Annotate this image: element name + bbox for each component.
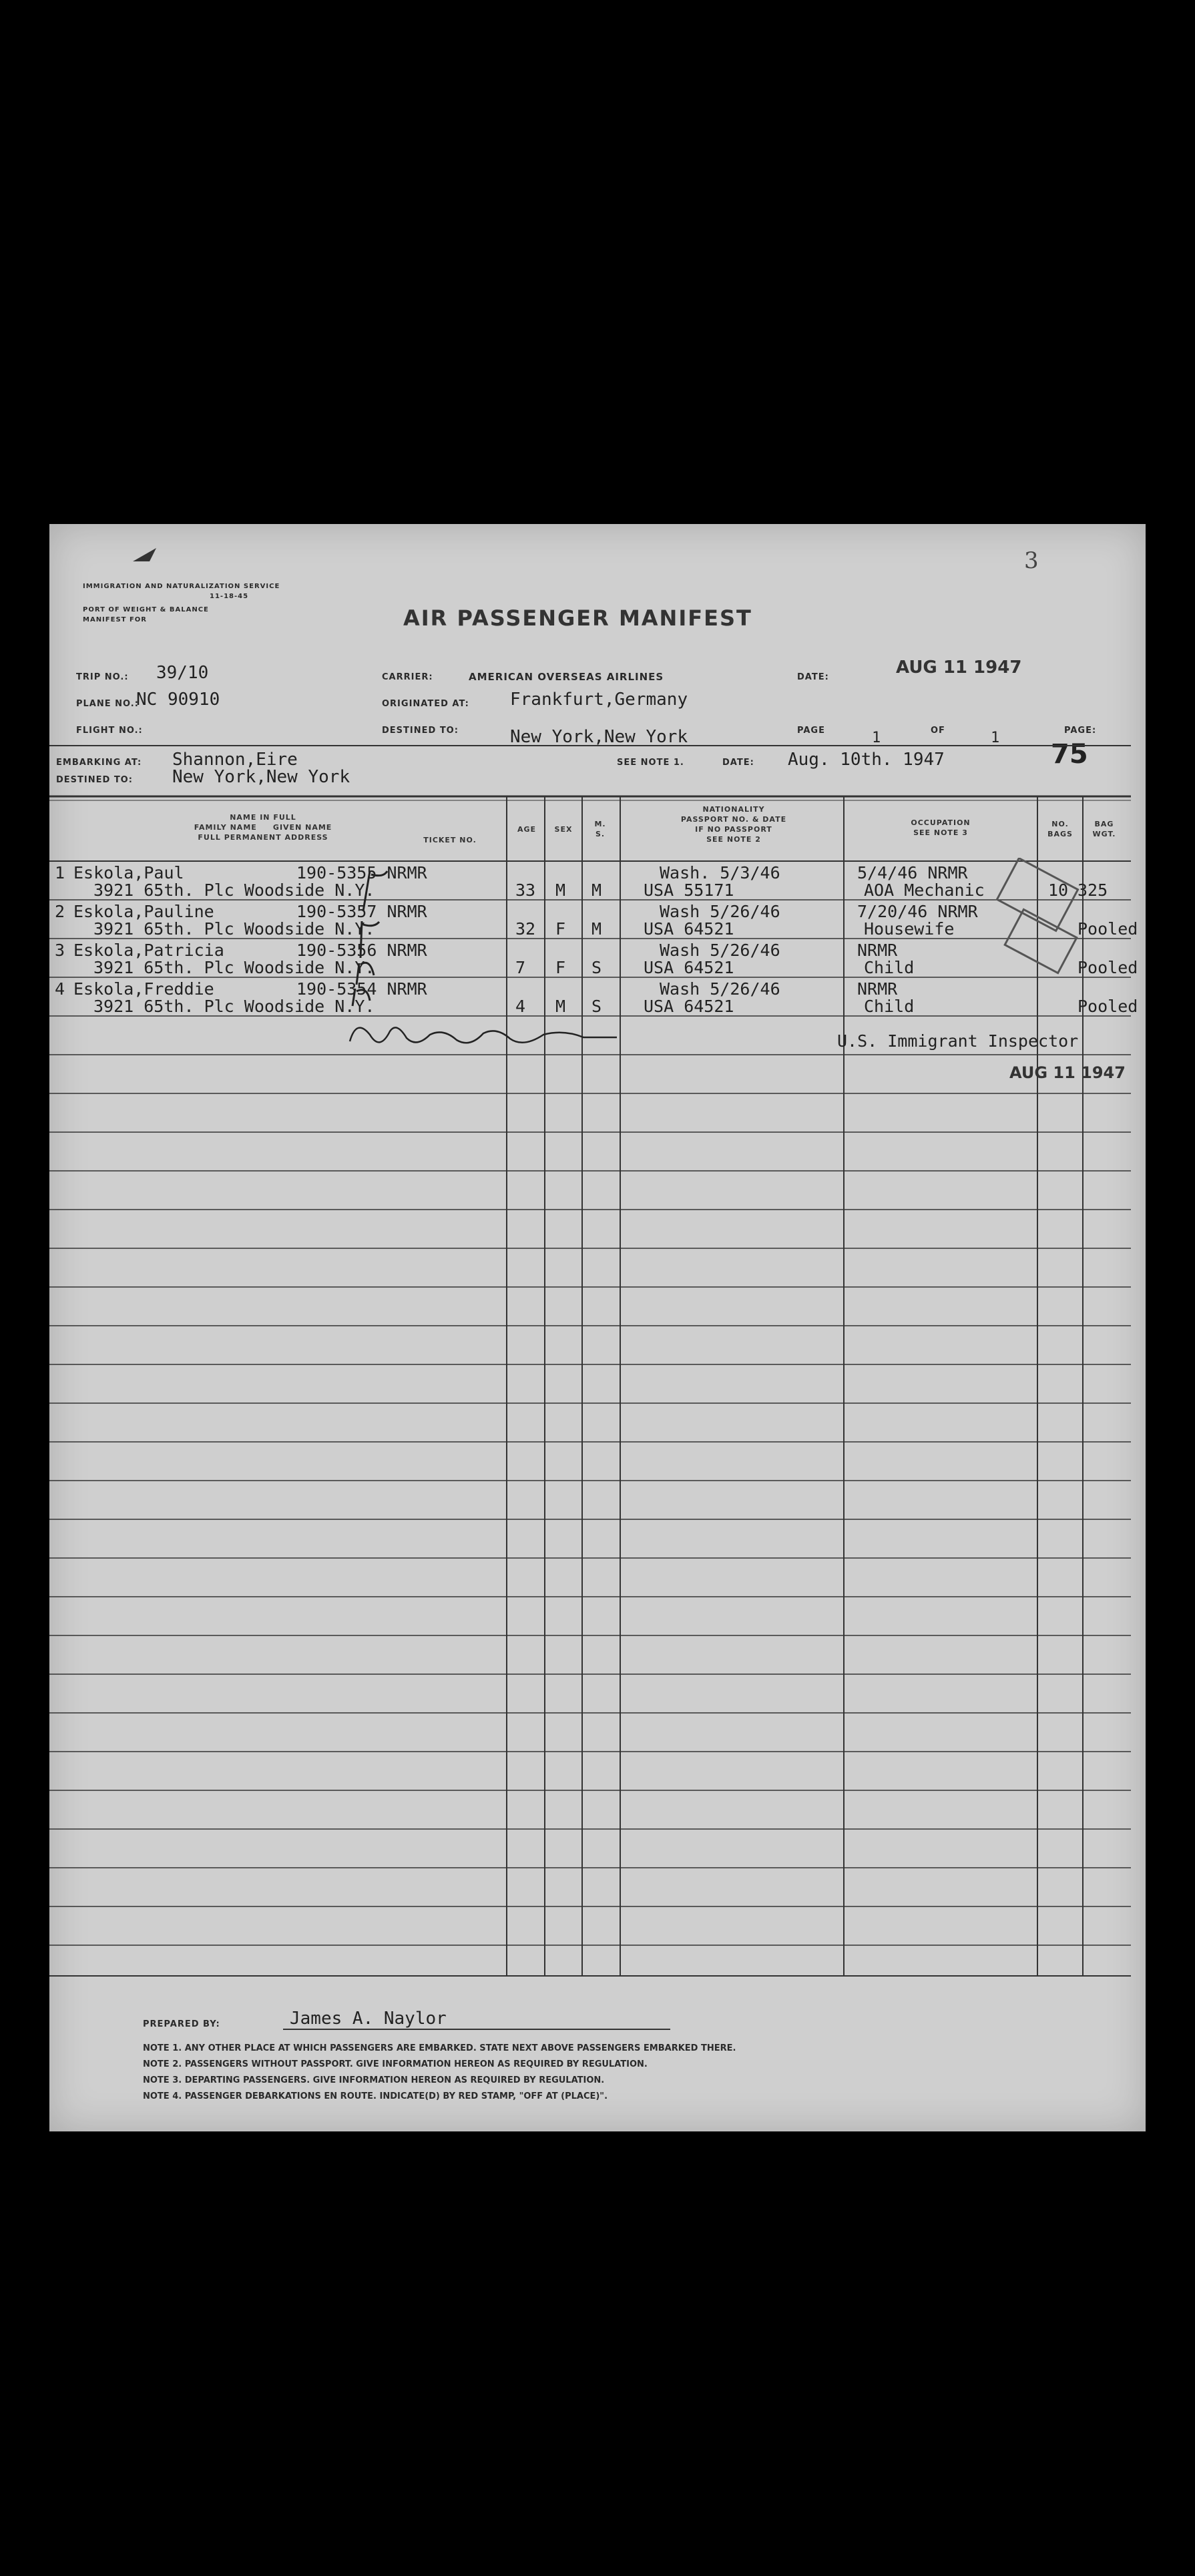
originated-value: Frankfurt,Germany [510, 690, 688, 710]
passport-number: USA 64521 [644, 919, 734, 939]
trip-value: 39/10 [156, 663, 209, 683]
destined-to-label: DESTINED TO: [56, 775, 133, 785]
occupation-date: 7/20/46 NRMR [857, 902, 978, 921]
carrier-label: CARRIER: [382, 672, 433, 682]
bag-weight: Pooled [1078, 997, 1138, 1016]
flight-label: FLIGHT NO.: [76, 726, 143, 736]
occupation: Child [864, 997, 915, 1016]
passenger-name: Eskola,Patricia [73, 941, 224, 960]
occupation-date: NRMR [857, 941, 898, 960]
ref-date-label: DATE: [722, 758, 754, 768]
trip-label: TRIP NO.: [76, 672, 129, 682]
prepared-value: James A. Naylor [290, 2009, 447, 2029]
passport-number: USA 64521 [644, 958, 734, 977]
occupation: Child [864, 958, 915, 977]
passenger-sex: F [555, 958, 566, 977]
prepared-underline [283, 2029, 670, 2030]
destined-value: New York,New York [510, 727, 688, 747]
passenger-name: Eskola,Freddie [73, 979, 214, 999]
date-stamp: AUG 11 1947 [896, 658, 1022, 678]
date-label: DATE: [797, 672, 829, 682]
passport-issue: Wash. 5/3/46 [660, 863, 780, 882]
inspector-signature [343, 1015, 624, 1055]
note-4: NOTE 4. PASSENGER DEBARKATIONS EN ROUTE. INDICATE(D) BY RED STAMP, "OFF AT (PLACE)". [143, 2091, 608, 2101]
originated-label: ORIGINATED AT: [382, 699, 469, 709]
col-passport-header: NATIONALITY PASSPORT NO. & DATE IF NO PASSPORT SEE NOTE 2 [680, 805, 787, 844]
passenger-age: 7 [515, 958, 526, 977]
passport-issue: Wash 5/26/46 [660, 979, 780, 999]
page-number-mark: 3 [1024, 547, 1039, 574]
occupation-date: NRMR [857, 979, 898, 999]
col-ticket-header: TICKET NO. [423, 836, 477, 844]
passenger-address: 3921 65th. Plc Woodside N.Y. [93, 880, 375, 900]
passenger-marital-status: M [591, 919, 602, 939]
passenger-marital-status: S [591, 997, 602, 1016]
manifest-sheet [49, 524, 1146, 2131]
passport-issue: Wash 5/26/46 [660, 941, 780, 960]
bag-weight: Pooled [1078, 958, 1138, 977]
passenger-sex: M [555, 997, 566, 1016]
col-sex-header: SEX [554, 825, 573, 834]
col-bags-header: NO. BAGS [1047, 820, 1073, 838]
form-date: 11-18-45 [210, 593, 249, 600]
destined-to-value: New York,New York [172, 767, 350, 787]
passenger-age: 33 [515, 880, 536, 900]
note-1: NOTE 1. ANY OTHER PLACE AT WHICH PASSENGERS ARE EMBARKED. STATE NEXT ABOVE PASSENGERS EMBARKED THERE. [143, 2043, 736, 2053]
row-number: 4 [55, 979, 65, 999]
manifest-grid [49, 524, 1146, 2131]
note-ref: SEE NOTE 1. [617, 758, 684, 768]
occupation: Housewife [864, 919, 955, 939]
passenger-sex: M [555, 880, 566, 900]
col-age-header: AGE [517, 825, 537, 834]
passenger-age: 32 [515, 919, 536, 939]
inspector-stamp-date: AUG 11 1947 [1009, 1063, 1126, 1082]
inspector-title: U.S. Immigrant Inspector [837, 1031, 1079, 1051]
bag-count: 10 [1048, 880, 1069, 900]
ticket-number: 190-5356 NRMR [296, 941, 427, 960]
carrier-value: AMERICAN OVERSEAS AIRLINES [469, 671, 664, 683]
passenger-address: 3921 65th. Plc Woodside N.Y. [93, 997, 375, 1016]
port-line: PORT OF WEIGHT & BALANCE [83, 606, 209, 613]
page-value: 1 [872, 730, 881, 746]
passport-issue: Wash 5/26/46 [660, 902, 780, 921]
col-ms-header: M. S. [594, 820, 606, 838]
ref-date-value: Aug. 10th. 1947 [788, 750, 945, 770]
prepared-label: PREPARED BY: [143, 2019, 220, 2029]
passenger-address: 3921 65th. Plc Woodside N.Y. [93, 958, 375, 977]
col-occupation-header: OCCUPATION SEE NOTE 3 [911, 818, 971, 837]
col-weight-header: BAG WGT. [1092, 820, 1116, 838]
page-of-value: 1 [991, 730, 1000, 746]
passenger-marital-status: S [591, 958, 602, 977]
plane-value: NC 90910 [136, 690, 220, 710]
occupation-date: 5/4/46 NRMR [857, 863, 968, 882]
passenger-sex: F [555, 919, 566, 939]
page-of-label: OF [931, 726, 945, 736]
passenger-marital-status: M [591, 880, 602, 900]
embarking-label: EMBARKING AT: [56, 758, 142, 768]
passport-number: USA 64521 [644, 997, 734, 1016]
col-name-header: NAME IN FULL FAMILY NAME GIVEN NAME FULL PERMANENT ADDRESS [194, 813, 332, 842]
ticket-number: 190-5355 NRMR [296, 863, 427, 882]
manifest-for: MANIFEST FOR [83, 616, 147, 623]
red-stamp-mark [991, 858, 1098, 985]
note-2: NOTE 2. PASSENGERS WITHOUT PASSPORT. GIVE INFORMATION HEREON AS REQUIRED BY REGULATION. [143, 2059, 648, 2069]
page-label: PAGE [797, 726, 825, 736]
plane-label: PLANE NO.: [76, 699, 139, 709]
manifest-title: AIR PASSENGER MANIFEST [403, 605, 752, 631]
bag-weight: Pooled [1078, 919, 1138, 939]
handwritten-checkmarks [330, 858, 437, 1011]
row-number: 3 [55, 941, 65, 960]
department-line: IMMIGRATION AND NATURALIZATION SERVICE [83, 583, 280, 590]
passenger-name: Eskola,Pauline [73, 902, 214, 921]
ticket-number: 190-5354 NRMR [296, 979, 427, 999]
destined-label: DESTINED TO: [382, 726, 459, 736]
row-number: 1 [55, 863, 65, 882]
ticket-number: 190-5357 NRMR [296, 902, 427, 921]
bag-weight: 325 [1078, 880, 1108, 900]
passenger-address: 3921 65th. Plc Woodside N.Y. [93, 919, 375, 939]
passport-number: USA 55171 [644, 880, 734, 900]
passenger-age: 4 [515, 997, 526, 1016]
embarking-value: Shannon,Eire [172, 750, 298, 770]
note-3: NOTE 3. DEPARTING PASSENGERS. GIVE INFORMATION HEREON AS REQUIRED BY REGULATION. [143, 2075, 605, 2085]
row-number: 2 [55, 902, 65, 921]
page-stamp-label: PAGE: [1064, 726, 1097, 736]
occupation: AOA Mechanic [864, 880, 985, 900]
passenger-name: Eskola,Paul [73, 863, 184, 882]
page-stamp-number: 75 [1051, 739, 1088, 770]
